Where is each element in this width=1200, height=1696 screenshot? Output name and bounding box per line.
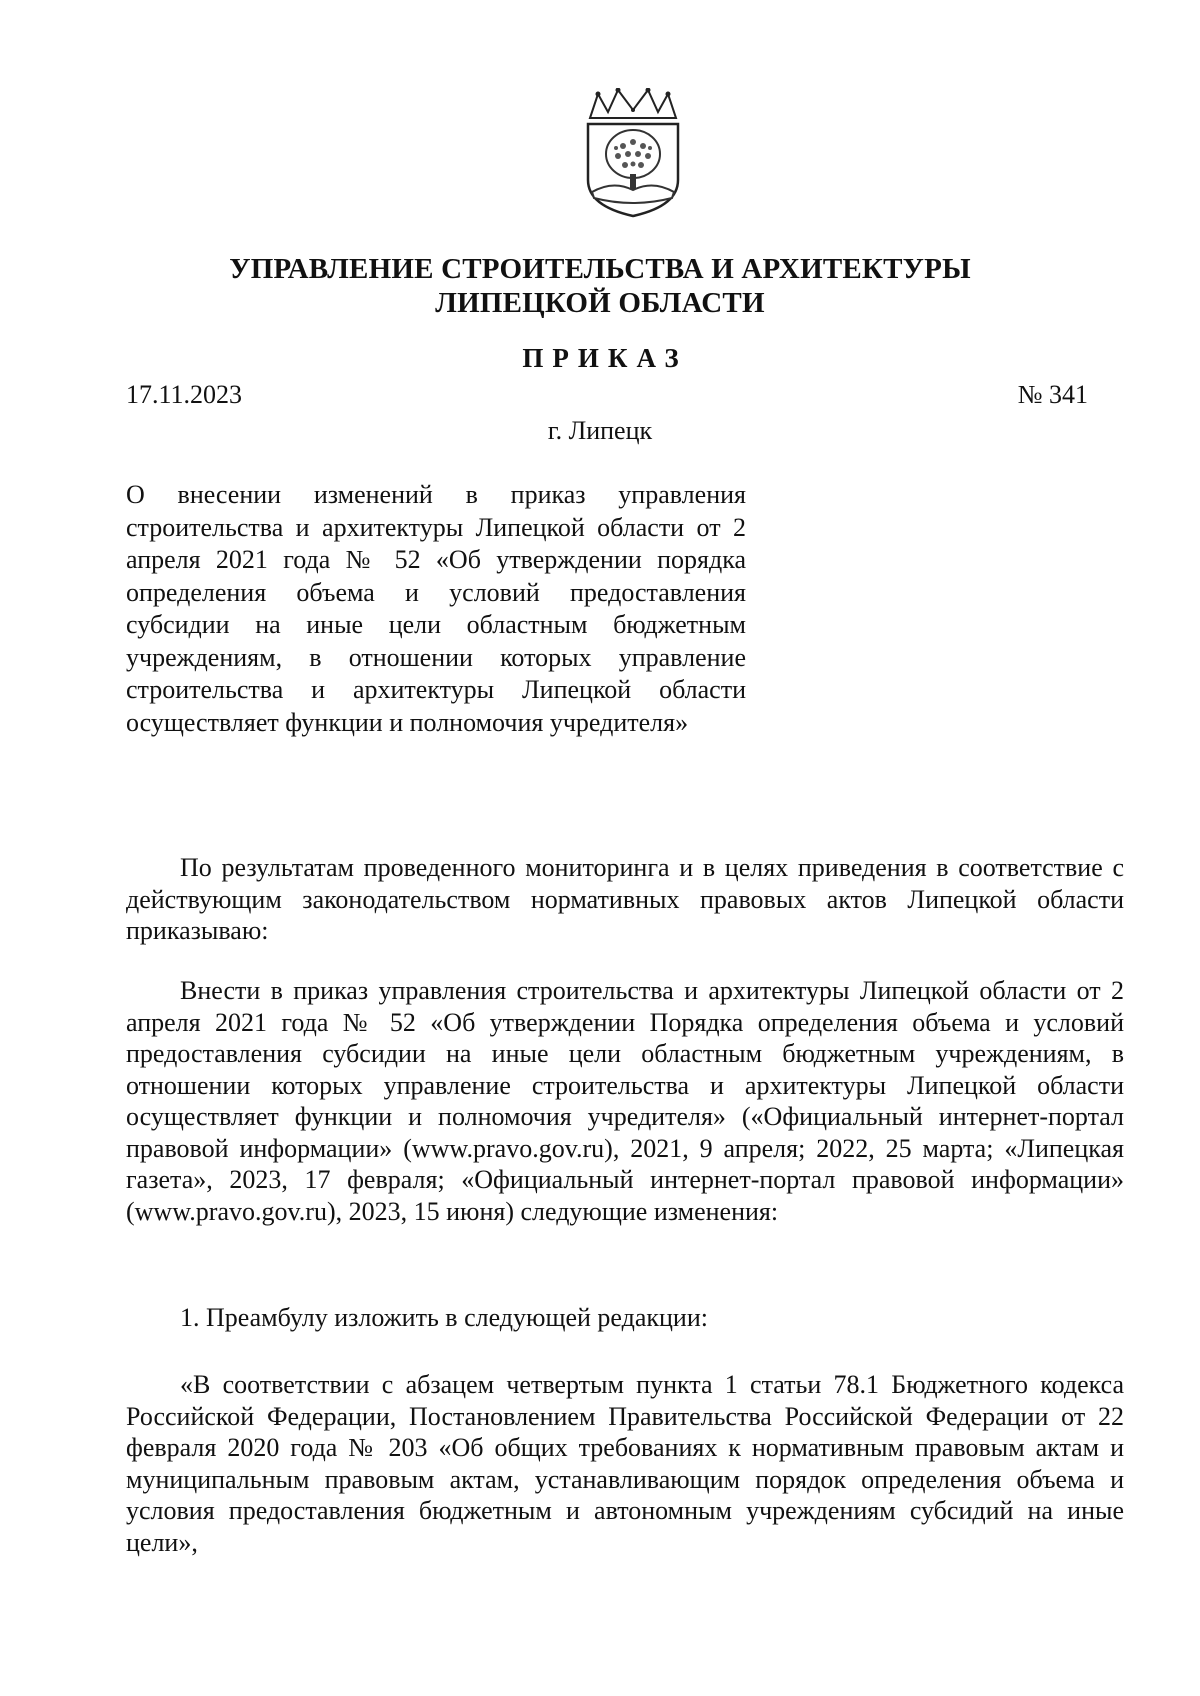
document-number: № 341 bbox=[1017, 380, 1088, 409]
decree-paragraph bbox=[126, 975, 1124, 1227]
quote-text: «В соответствии с абзацем четвертым пункта 1 статьи 78.1 Бюджетного кодекса Российской Федерации, Постановлением Правительства Российской Федерации от 22 февраля 2020 года № 203 «Об общих требованиях к нормативным правовым актам и муниципальным правовым актам, устанавливающим порядок определения объема и условия предоставления бюджетным и автономным учреждениям субсидий на иные цели», bbox=[126, 1370, 1124, 1557]
document-date: 17.11.2023 bbox=[126, 380, 243, 409]
preamble-paragraph bbox=[126, 852, 1124, 947]
coat-of-arms-icon bbox=[578, 88, 688, 218]
organization-name-line2: ЛИПЕЦКОЙ ОБЛАСТИ bbox=[435, 287, 765, 319]
decree-text: Внести в приказ управления строительства и архитектуры Липецкой области от 2 апреля 2021 года № 52 «Об утверждении Порядка определения объема и условий предоставления субсидии на иные цели областным бюджетным учреждениям, в отношении которых управление строительства и архитектуры Липецкой области осуществляет функции и полномочия учредителя» («Официальный интернет-портал правовой информации» (www.pravo.gov.ru), 2021, 9 апреля; 2022, 25 марта; «Липецкая газета», 2023, 17 февраля; «Официальный интернет-портал правовой информации» (www.pravo.gov.ru), 2023, 15 июня) следующие изменения: bbox=[126, 976, 1124, 1226]
document-type: ПРИКАЗ bbox=[522, 343, 688, 373]
quote-paragraph bbox=[126, 1369, 1124, 1558]
item-1-text: 1. Преамбулу изложить в следующей редакции: bbox=[180, 1303, 708, 1332]
organization-name-line1: УПРАВЛЕНИЕ СТРОИТЕЛЬСТВА И АРХИТЕКТУРЫ bbox=[229, 253, 971, 285]
document-subject: О внесении изменений в приказ управления строительства и архитектуры Липецкой области от 2 апреля 2021 года № 52 «Об утверждении порядка определения объема и условий предоставления субсидии на иные цели областным бюджетным учреждениям, в отношении которых управление строительства и архитектуры Липецкой области осуществляет функции и полномочия учредителя» bbox=[126, 480, 746, 737]
item-1-paragraph bbox=[126, 1302, 1124, 1334]
organization-name bbox=[0, 252, 1200, 320]
preamble-text: По результатам проведенного мониторинга и в целях приведения в соответствие с действующим законодательством нормативных правовых актов Липецкой области приказываю: bbox=[126, 853, 1124, 945]
document-city: г. Липецк bbox=[547, 416, 653, 445]
